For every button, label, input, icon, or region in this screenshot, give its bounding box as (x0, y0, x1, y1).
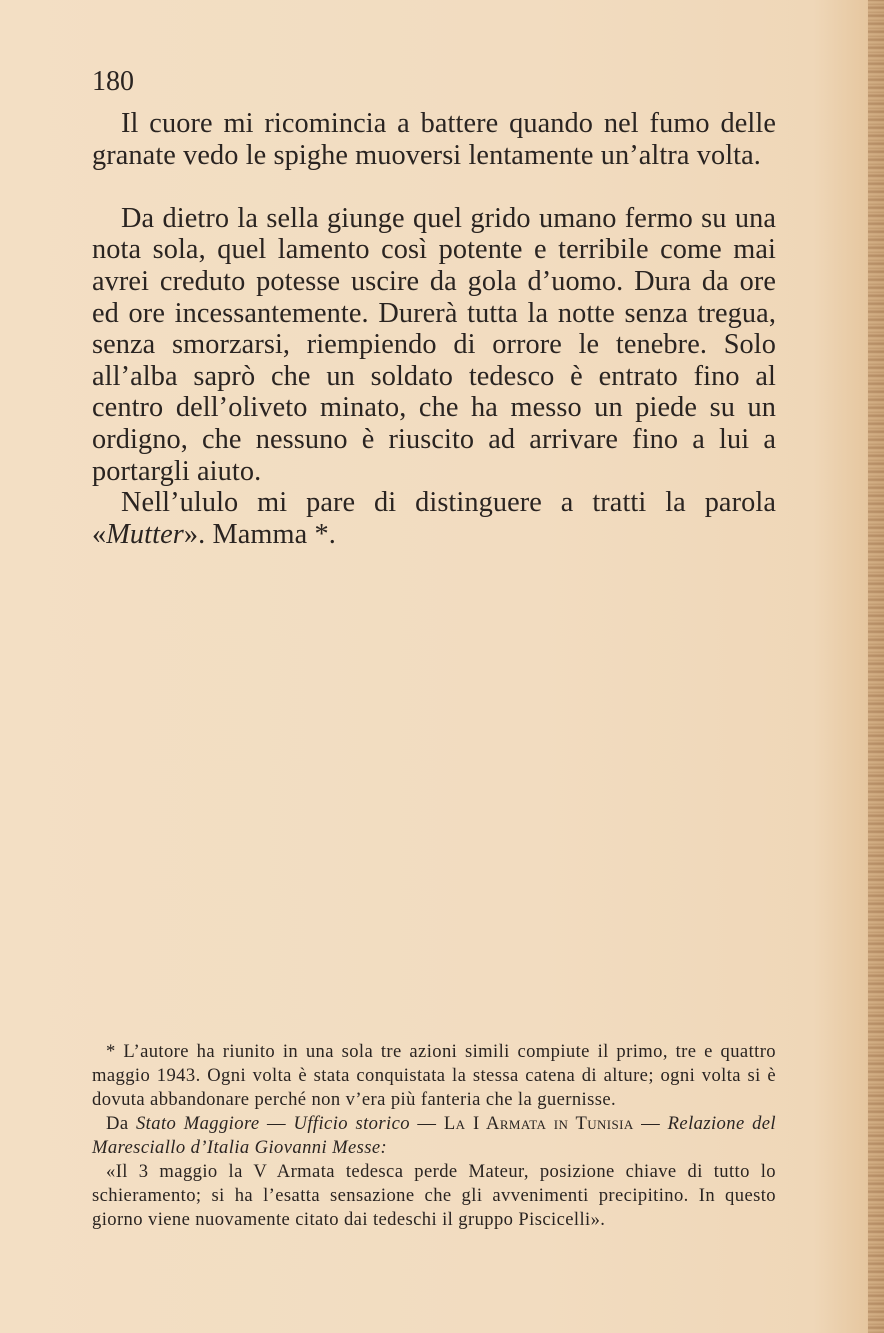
source-dash-2: — (409, 1113, 444, 1134)
source-dash-1: — (259, 1113, 294, 1134)
paragraph-2: Da dietro la sella giunge quel grido umano fermo su una nota sola, quel lamento così potente e terribile come mai avrei creduto potesse uscire da gola d’uomo. Dura da ore ed ore incessantemente. Durerà tutta la notte senza tregua, senza smorzarsi, riempiendo di orrore le tenebre. Solo all’alba saprò che un soldato tedesco è entrato fino al centro dell’oliveto minato, che ha messo un piede su un ordigno, che nessuno è riuscito ad arrivare fino a lui a portargli aiuto. (92, 202, 776, 487)
paragraph-1: Il cuore mi ricomincia a battere quando nel fumo delle granate vedo le spighe muoversi lentamente un’altra volta. (92, 108, 776, 171)
footnote-note: * L’autore ha riunito in una sola tre azioni simili compiute il primo, tre e quattro maggio 1943. Ogni volta è stata conquistata la stessa catena di alture; ogni volta si è dovuta abbandonare perché non v’era più fanteria che la guernisse. (92, 1041, 776, 1110)
paragraph-3 (92, 487, 776, 550)
source-stato-maggiore: Stato Maggiore (135, 1113, 260, 1134)
footnote-source (92, 1112, 776, 1160)
body-text (92, 108, 776, 550)
source-ufficio-storico: Ufficio storico (293, 1113, 410, 1134)
footnote-block (92, 1040, 776, 1232)
source-relazione: Relazione del Maresciallo d’Italia Giovanni Messe: (92, 1113, 777, 1158)
footnote-quote: «Il 3 maggio la V Armata tedesca perde Mateur, posizione chiave di tutto lo schieramento; si ha l’esatta sensazione che gli avvenimenti precipitino. In questo giorno viene nuovamente citato dai tedeschi il gruppo Piscicelli». (92, 1161, 776, 1230)
page-edge (868, 0, 884, 1333)
paragraph-3-text: Nell’ululo mi pare di distinguere a tratti la parola « (92, 487, 776, 550)
source-title: La I Armata in Tunisia (443, 1113, 634, 1134)
paragraph-3-end: ». Mamma *. (183, 518, 336, 550)
source-da: Da (106, 1113, 136, 1134)
page-number: 180 (92, 66, 134, 97)
source-dash-3: — (633, 1113, 668, 1134)
paragraph-3-italic: Mutter (106, 518, 184, 550)
